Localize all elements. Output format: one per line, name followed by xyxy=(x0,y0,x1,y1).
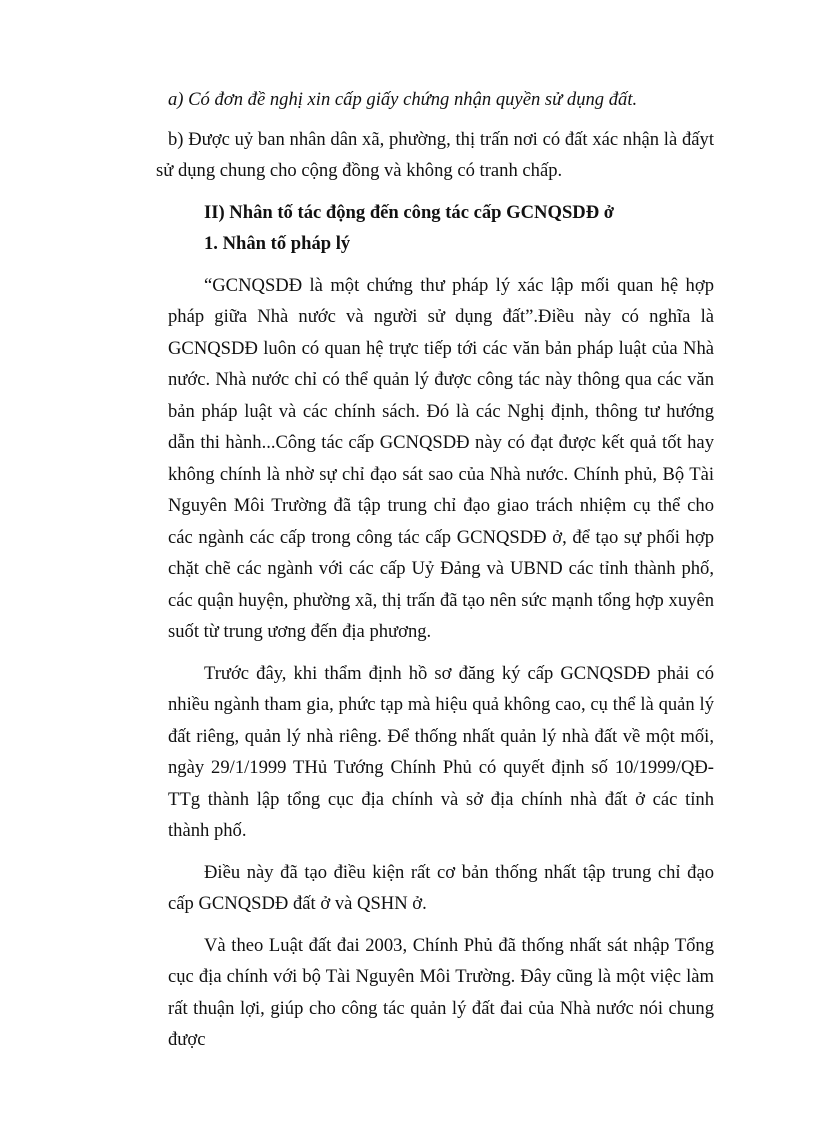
paragraph-history: Trước đây, khi thẩm định hồ sơ đăng ký cấp GCNQSDĐ phải có nhiều ngành tham gia, phức tạp mà hiệu quả không cao, cụ thể là quản lý đất riêng, quản lý nhà riêng. Để thống nhất quản lý nhà đất về một mối, ngày 29/1/1999 THủ Tướng Chính Phủ có quyết định số 10/1999/QĐ-TTg thành lập tổng cục địa chính và sở địa chính nhà đất ở các tỉnh thành phố. xyxy=(168,662,714,841)
subsection-heading: 1. Nhân tố pháp lý xyxy=(204,233,351,254)
list-item-b: b) Được uỷ ban nhân dân xã, phường, thị trấn nơi có đất xác nhận là đấyt sử dụng chung cho cộng đồng và không có tranh chấp. xyxy=(156,128,714,181)
paragraph-legal-basis: “GCNQSDĐ là một chứng thư pháp lý xác lập mối quan hệ hợp pháp giữa Nhà nước và người sử dụng đất”.Điều này có nghĩa là GCNQSDĐ luôn có quan hệ trực tiếp tới các văn bản pháp luật của Nhà nước. Nhà nước chỉ có thể quản lý được công tác này thông qua các văn bản pháp luật và các chính sách. Đó là các Nghị định, thông tư hướng dẫn thi hành...Công tác cấp GCNQSDĐ này có đạt được kết quả tốt hay không chính là nhờ sự chỉ đạo sát sao của Nhà nước. Chính phủ, Bộ Tài Nguyên Môi Trường đã tập trung chỉ đạo giao trách nhiệm cụ thể cho các ngành các cấp trong công tác cấp GCNQSDĐ ở, để tạo sự phối hợp chặt chẽ các ngành với các cấp Uỷ Đảng và UBND các tỉnh thành phố, các quận huyện, phường xã, thị trấn đã tạo nên sức mạnh tổng hợp xuyên suốt từ trung ương đến địa phương. xyxy=(168,274,714,642)
paragraph-land-law-2003: Và theo Luật đất đai 2003, Chính Phủ đã thống nhất sát nhập Tổng cục địa chính với bộ Tài Nguyên Môi Trường. Đây cũng là một việc làm rất thuận lợi, giúp cho công tác quản lý đất đai của Nhà nước nói chung được xyxy=(168,934,714,1050)
paragraph-conditions: Điều này đã tạo điều kiện rất cơ bản thống nhất tập trung chỉ đạo cấp GCNQSDĐ đất ở và QSHN ở. xyxy=(168,861,714,914)
section-heading: II) Nhân tố tác động đến công tác cấp GCNQSDĐ ở xyxy=(204,201,615,223)
list-item-a: a) Có đơn đề nghị xin cấp giấy chứng nhận quyền sử dụng đất. xyxy=(168,89,638,110)
document-page xyxy=(156,84,714,1056)
